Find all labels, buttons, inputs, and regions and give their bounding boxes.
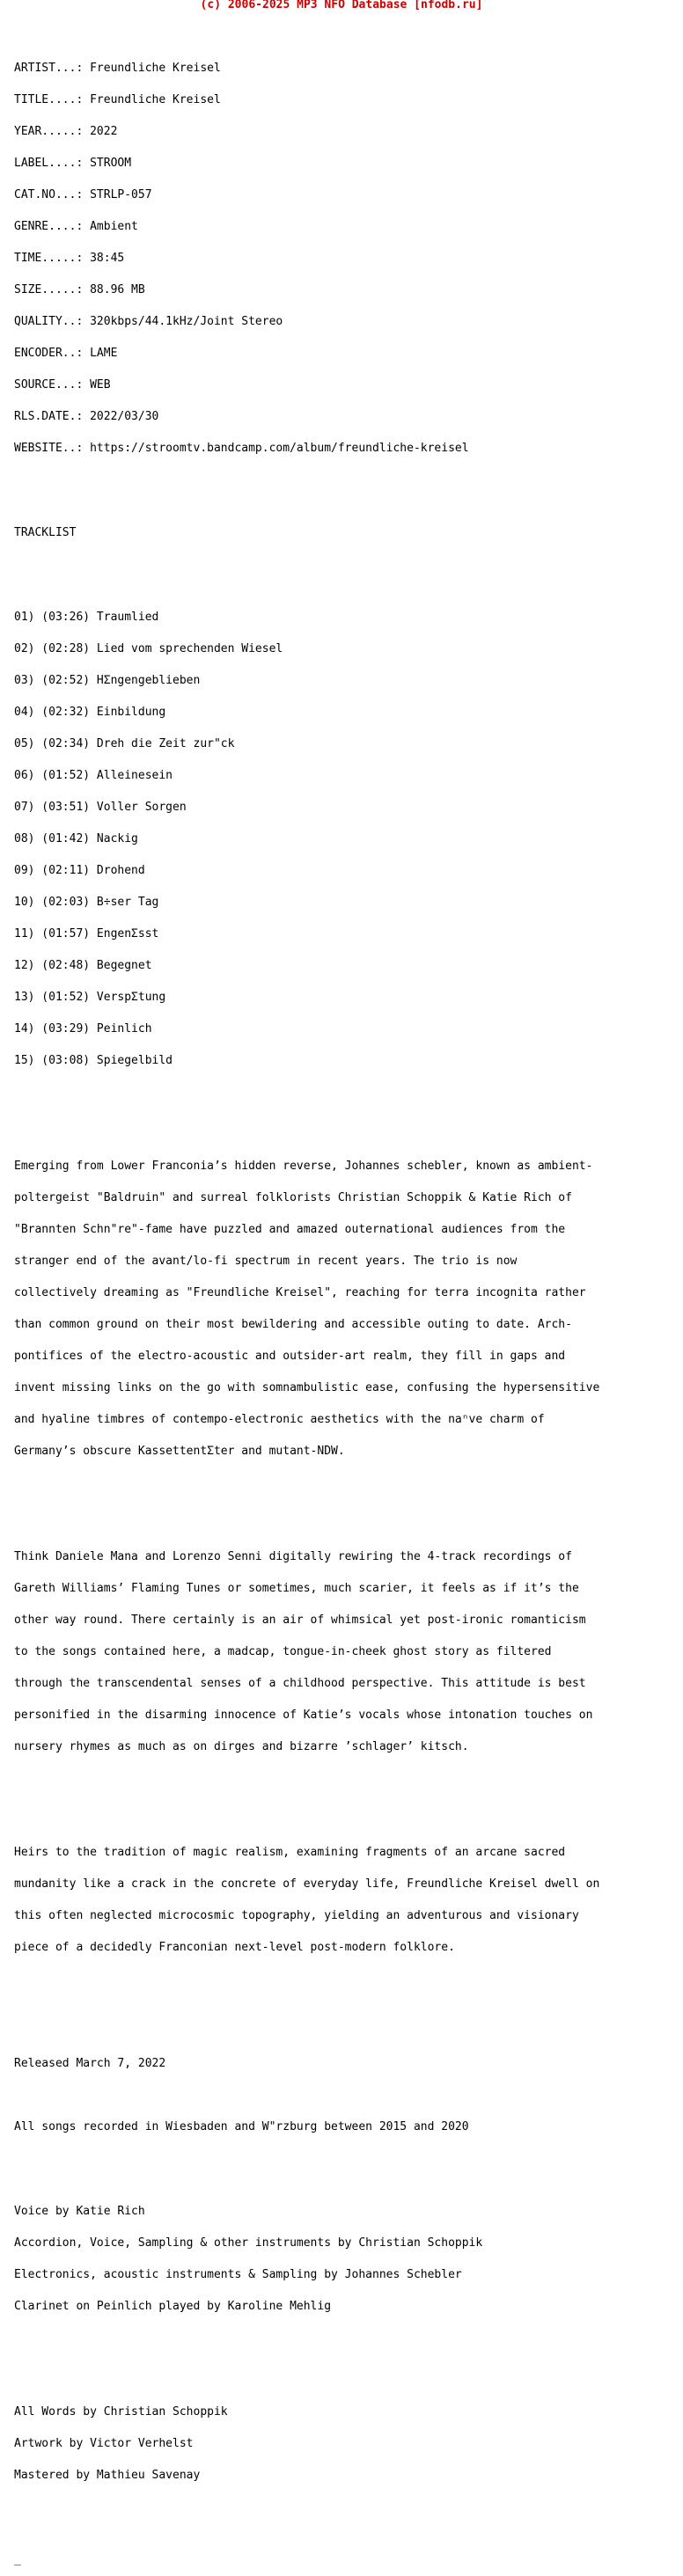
description-line: stranger end of the avant/lo-fi spectrum in recent years. The trio is now — [14, 1255, 518, 1268]
credit-line: Artwork by Victor Verhelst — [14, 2437, 194, 2450]
track-item: 12) (02:48) Begegnet — [14, 959, 152, 972]
track-item: 02) (02:28) Lied vom sprechenden Wiesel — [14, 642, 283, 655]
track-item: 03) (02:52) HΣngengeblieben — [14, 674, 201, 687]
spacer — [14, 2154, 676, 2164]
description-paragraph-3 — [14, 1826, 676, 1974]
spacer — [14, 560, 676, 570]
credit-line: Accordion, Voice, Sampling & other instruments by Christian Schoppik — [14, 2236, 483, 2250]
info-catalog-number: CAT.NO...: STRLP-057 — [14, 188, 152, 201]
tracklist-heading: TRACKLIST — [14, 526, 77, 539]
description-line: personified in the disarming innocence of Katie’s vocals whose intonation touches on — [14, 1709, 593, 1722]
info-release-date: RLS.DATE.: 2022/03/30 — [14, 410, 159, 423]
track-item: 08) (01:42) Nackig — [14, 832, 138, 845]
info-label: LABEL....: STROOM — [14, 157, 132, 170]
info-source: SOURCE...: WEB — [14, 378, 111, 392]
spacer — [14, 2027, 676, 2038]
description-line: Emerging from Lower Franconia’s hidden reverse, Johannes schebler, known as ambient- — [14, 1160, 593, 1173]
description-line: than common ground on their most bewildering and accessible outing to date. Arch- — [14, 1318, 572, 1331]
info-title: TITLE....: Freundliche Kreisel — [14, 93, 221, 106]
info-quality: QUALITY..: 320kbps/44.1kHz/Joint Stereo — [14, 315, 283, 328]
credit-line: Clarinet on Peinlich played by Karoline Mehlig — [14, 2300, 332, 2313]
info-artist: ARTIST...: Freundliche Kreisel — [14, 62, 221, 75]
track-item: 15) (03:08) Spiegelbild — [14, 1054, 173, 1067]
track-item: 10) (02:03) B÷ser Tag — [14, 896, 159, 909]
track-item: 09) (02:11) Drohend — [14, 864, 145, 877]
spacer — [14, 2090, 676, 2101]
credit-line: Voice by Katie Rich — [14, 2205, 145, 2218]
description-line: this often neglected microcosmic topography, yielding an adventurous and visionary — [14, 1909, 579, 1922]
info-time: TIME.....: 38:45 — [14, 252, 125, 265]
spacer — [14, 1995, 676, 2006]
description-line: Heirs to the tradition of magic realism, examining fragments of an arcane sacred — [14, 1846, 566, 1859]
description-line: mundanity like a crack in the concrete of everyday life, Freundliche Kreisel dwell on — [14, 1877, 600, 1891]
description-line: Gareth Williams’ Flaming Tunes or sometimes, much scarier, it feels as if it’s the — [14, 1582, 579, 1595]
description-line: Think Daniele Mana and Lorenzo Senni digitally rewiring the 4-track recordings of — [14, 1550, 572, 1563]
description-line: collectively dreaming as "Freundliche Kreisel", reaching for terra incognita rather — [14, 1286, 586, 1299]
description-line: Germany’s obscure KassettentΣter and mutant-NDW. — [14, 1445, 345, 1458]
description-line: to the songs contained here, a madcap, tongue-in-cheek ghost story as filtered — [14, 1645, 552, 1658]
track-item: 13) (01:52) VerspΣtung — [14, 991, 166, 1004]
description-line: and hyaline timbres of contempo-electronic aesthetics with the naⁿve charm of — [14, 1413, 545, 1426]
info-genre: GENRE....: Ambient — [14, 220, 138, 233]
description-paragraph-2 — [14, 1531, 676, 1774]
description-line: through the transcendental senses of a childhood perspective. This attitude is best — [14, 1677, 586, 1690]
info-size: SIZE.....: 88.96 MB — [14, 283, 145, 296]
spacer — [14, 1499, 676, 1510]
release-date-note: Released March 7, 2022 — [14, 2057, 166, 2070]
spacer — [14, 2523, 676, 2534]
description-line: nursery rhymes as much as on dirges and bizarre ’schlager’ kitsch. — [14, 1740, 469, 1753]
description-line: "Brannten Schn"re"-fame have puzzled and amazed outernational audiences from the — [14, 1223, 566, 1236]
recording-note: All songs recorded in Wiesbaden and W"rzburg between 2015 and 2020 — [14, 2120, 469, 2133]
description-paragraph-1 — [14, 1140, 676, 1478]
track-item: 05) (02:34) Dreh die Zeit zur"ck — [14, 737, 235, 750]
release-info-block — [14, 42, 676, 475]
track-item: 14) (03:29) Peinlich — [14, 1022, 152, 1036]
info-website: WEBSITE..: https://stroomtv.bandcamp.com/album/freundliche-kreisel — [14, 442, 469, 455]
text-cursor: _ — [14, 2553, 21, 2566]
track-item: 01) (03:26) Traumlied — [14, 611, 159, 624]
credit-line: Mastered by Mathieu Savenay — [14, 2469, 201, 2482]
spacer — [14, 1795, 676, 1805]
spacer — [14, 1109, 676, 1119]
track-item: 07) (03:51) Voller Sorgen — [14, 801, 187, 814]
track-item: 04) (02:32) Einbildung — [14, 706, 166, 719]
description-line: invent missing links on the go with somnambulistic ease, confusing the hypersensitive — [14, 1381, 600, 1394]
info-encoder: ENCODER..: LAME — [14, 347, 118, 360]
credit-line: Electronics, acoustic instruments & Sampling by Johannes Schebler — [14, 2268, 462, 2281]
description-line: poltergeist "Baldruin" and surreal folklorists Christian Schoppik & Katie Rich of — [14, 1191, 572, 1204]
spacer — [14, 496, 676, 507]
description-line: piece of a decidedly Franconian next-level post-modern folklore. — [14, 1941, 455, 1954]
nfodb-copyright-header: (c) 2006-2025 MP3 NFO Database [nfodb.ru] — [200, 0, 483, 11]
spacer — [14, 2354, 676, 2365]
nfo-text-document — [14, 21, 676, 2576]
performer-credits — [14, 2185, 676, 2333]
production-credits — [14, 2386, 676, 2502]
tracklist — [14, 591, 676, 1087]
credit-line: All Words by Christian Schoppik — [14, 2405, 228, 2419]
description-line: other way round. There certainly is an air of whimsical yet post-ironic romanticism — [14, 1614, 586, 1627]
info-year: YEAR.....: 2022 — [14, 125, 118, 138]
description-line: pontifices of the electro-acoustic and outsider-art realm, they fill in gaps and — [14, 1350, 566, 1363]
track-item: 06) (01:52) Alleinesein — [14, 769, 173, 782]
track-item: 11) (01:57) EngenΣsst — [14, 927, 159, 940]
